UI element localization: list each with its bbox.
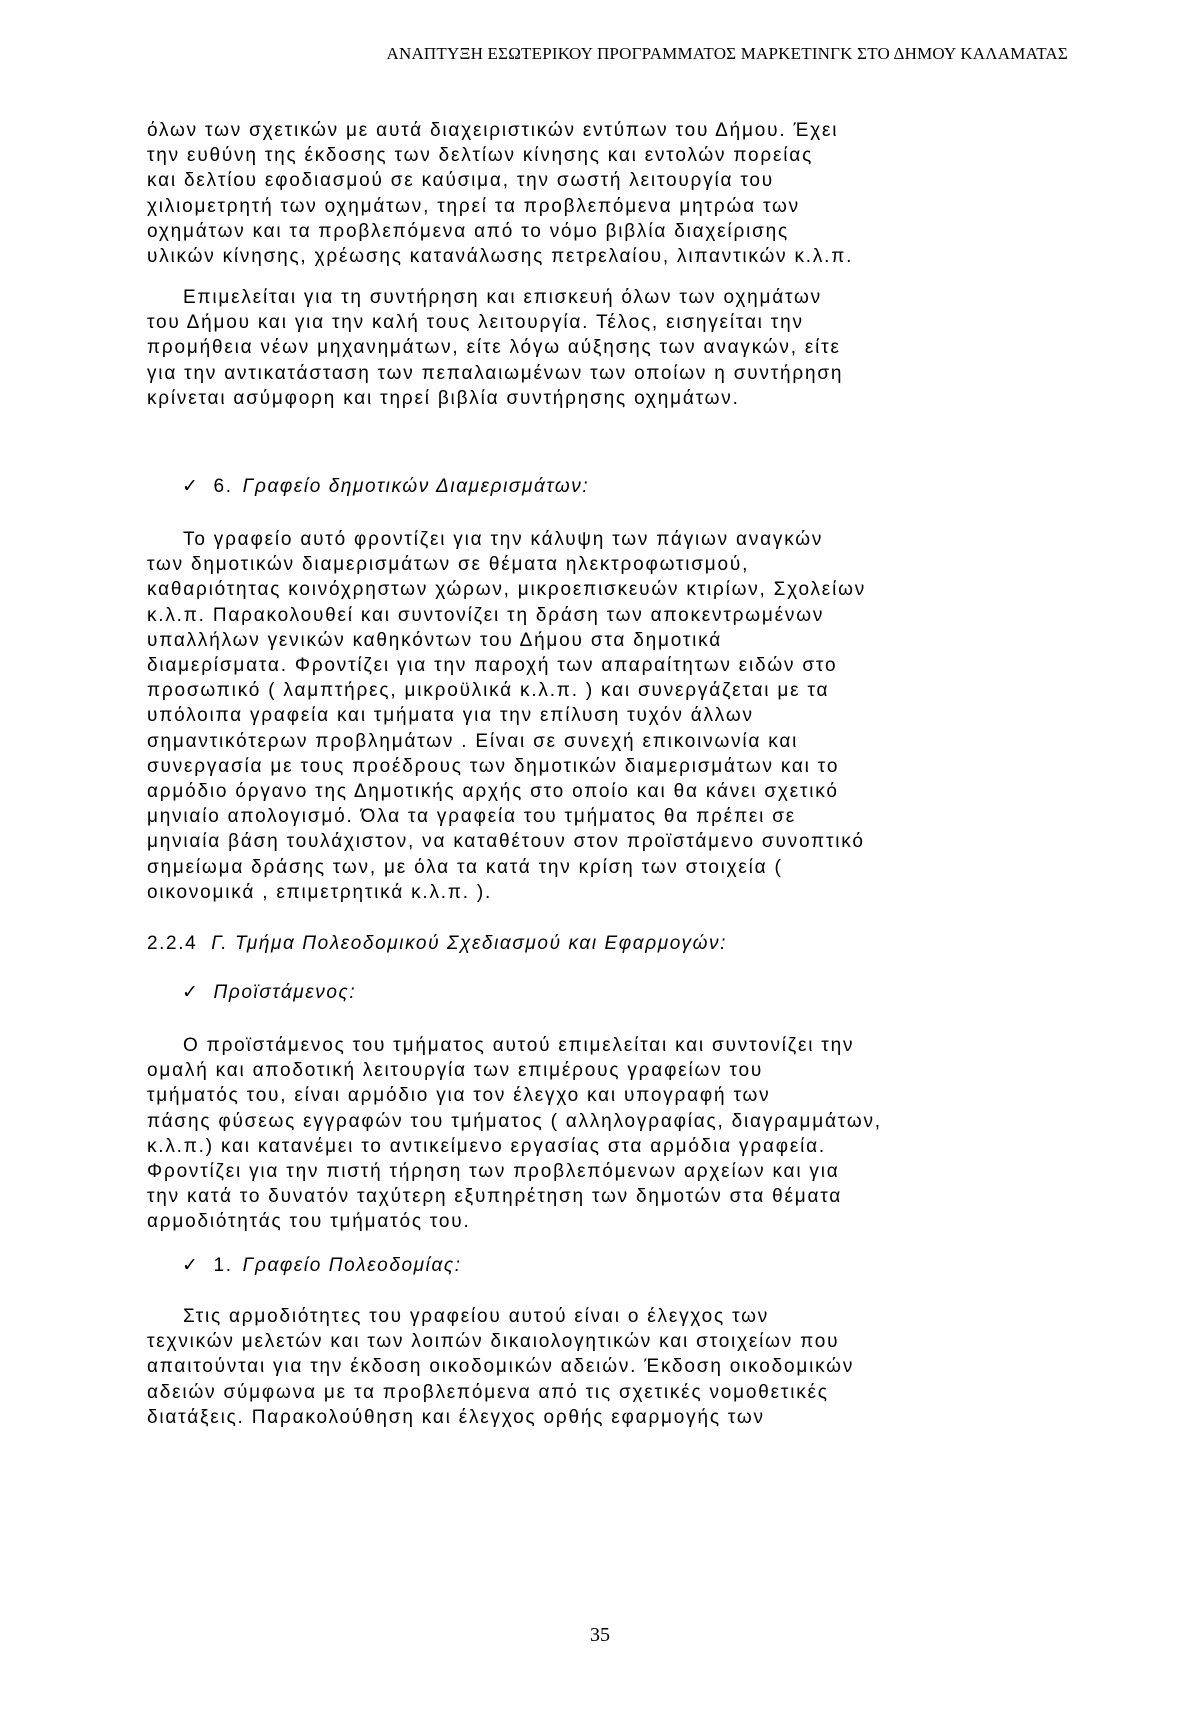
text-line: συνεργασία με τους προέδρους των δημοτικών διαμερισμάτων και το	[147, 755, 840, 777]
text-line: για την αντικατάσταση των πεπαλαιωμένων των οποίων η συντήρηση	[147, 362, 844, 384]
paragraph-districts-office	[147, 527, 1047, 905]
text-line: αρμόδιο όργανο της Δημοτικής αρχής στο οποίο και θα κάνει σχετικό	[147, 781, 839, 803]
running-header: ΑΝΑΠΤΥΞΗ ΕΣΩΤΕΡΙΚΟΥ ΠΡΟΓΡΑΜΜΑΤΟΣ ΜΑΡΚΕΤΙΝΓΚ ΣΤΟ ΔΗΜΟΥ ΚΑΛΑΜΑΤΑΣ	[386, 44, 1068, 63]
text-line: όλων των σχετικών με αυτά διαχειριστικών εντύπων του Δήμου. Έχει	[147, 120, 839, 141]
text-line: την ευθύνη της έκδοσης των δελτίων κίνησης και εντολών πορείας	[147, 145, 814, 167]
text-line: σημαντικότερων προβλημάτων . Είναι σε συνεχή επικοινωνία και	[147, 730, 799, 752]
checkmark-icon: ✓	[182, 476, 200, 497]
text-line: μηνιαία βάση τουλάχιστον, να καταθέτουν στον προϊστάμενο συνοπτικό	[147, 831, 865, 853]
page-number: 35	[590, 1624, 610, 1646]
text-line: Φροντίζει για την πιστή τήρηση των προβλεπόμενων αρχείων και για	[147, 1161, 840, 1183]
text-line: υπόλοιπα γραφεία και τμήματα για την επίλυση τυχόν άλλων	[147, 705, 754, 727]
text-line: Στις αρμοδιότητες του γραφείου αυτού είναι ο έλεγχος των	[183, 1306, 770, 1327]
text-line: διαμερίσματα. Φροντίζει για την παροχή των απαραίτητων ειδών στο	[147, 655, 838, 677]
text-line: Ο προϊστάμενος του τμήματος αυτού επιμελείται και συντονίζει την	[183, 1035, 855, 1056]
heading-head-of-department	[182, 981, 356, 1004]
paragraph-vehicles-records	[147, 118, 1047, 269]
heading-title: Προϊστάμενος:	[213, 982, 357, 1003]
text-line: διατάξεις. Παρακολούθηση και έλεγχος ορθής εφαρμογής των	[147, 1406, 765, 1428]
text-line: καθαριότητας κοινόχρηστων χώρων, μικροεπισκευών κτιρίων, Σχολείων	[147, 579, 867, 601]
text-line: κ.λ.π. Παρακολουθεί και συντονίζει τη δράση των αποκεντρωμένων	[147, 604, 825, 626]
text-line: των δημοτικών διαμερισμάτων σε θέματα ηλεκτροφωτισμού,	[147, 554, 750, 576]
text-line: προσωπικό ( λαμπτήρες, μικροϋλικά κ.λ.π. ) και συνεργάζεται με τα	[147, 680, 830, 702]
text-line: προμήθεια νέων μηχανημάτων, είτε λόγω αύξησης των αναγκών, είτε	[147, 337, 841, 359]
text-line: την κατά το δυνατόν ταχύτερη εξυπηρέτηση των δημοτών στα θέματα	[147, 1186, 843, 1208]
text-line: αδειών σύμφωνα με τα προβλεπόμενα από τις σχετικές νομοθετικές	[147, 1381, 829, 1403]
text-line: οικονομικά , επιμετρητικά κ.λ.π. ).	[147, 881, 493, 903]
heading-office-urban-planning	[182, 1254, 462, 1277]
checkmark-icon: ✓	[182, 1255, 200, 1276]
text-line: Το γραφείο αυτό φροντίζει για την κάλυψη των πάγιων αναγκών	[183, 529, 824, 550]
text-line: υπαλλήλων γενικών καθηκόντων του Δήμου στα δημοτικά	[147, 629, 723, 651]
heading-title: Γραφείο Πολεοδομίας:	[242, 1255, 462, 1276]
paragraph-vehicles-maintenance	[147, 285, 1047, 411]
text-line: απαιτούνται για την έκδοση οικοδομικών αδειών. Έκδοση οικοδομικών	[147, 1356, 855, 1378]
heading-number: 1.	[213, 1255, 233, 1276]
text-line: Επιμελείται για τη συντήρηση και επισκευή όλων των οχημάτων	[183, 287, 822, 308]
checkmark-icon: ✓	[182, 982, 200, 1003]
text-line: του Δήμου και για την καλή τους λειτουργία. Τέλος, εισηγείται την	[147, 312, 804, 334]
heading-title: Γραφείο δημοτικών Διαμερισμάτων:	[242, 476, 590, 497]
text-line: υλικών κίνησης, χρέωσης κατανάλωσης πετρελαίου, λιπαντικών κ.λ.π.	[147, 246, 854, 268]
text-line: ομαλή και αποδοτική λειτουργία των επιμέρους γραφείων του	[147, 1060, 764, 1082]
text-line: αρμοδιότητάς του τμήματός του.	[147, 1211, 471, 1233]
text-line: χιλιομετρητή των οχημάτων, τηρεί τα προβλεπόμενα μητρώα των	[147, 195, 800, 217]
text-line: οχημάτων και τα προβλεπόμενα από το νόμο βιβλία διαχείρισης	[147, 220, 789, 242]
section-number: 2.2.4	[147, 933, 198, 954]
text-line: πάσης φύσεως εγγραφών του τμήματος ( αλληλογραφίας, διαγραμμάτων,	[147, 1110, 882, 1132]
paragraph-urban-planning-office	[147, 1304, 1047, 1430]
text-line: κ.λ.π.) και κατανέμει το αντικείμενο εργασίας στα αρμόδια γραφεία.	[147, 1135, 827, 1157]
section-title: Γ. Τμήμα Πολεοδομικού Σχεδιασμού και Εφαρμογών:	[211, 933, 728, 954]
text-line: και δελτίου εφοδιασμού σε καύσιμα, την σωστή λειτουργία του	[147, 170, 774, 192]
heading-section-planning	[147, 933, 727, 955]
text-line: σημείωμα δράσης των, με όλα τα κατά την κρίση των στοιχεία (	[147, 856, 783, 878]
text-line: μηνιαίο απολογισμό. Όλα τα γραφεία του τμήματος θα πρέπει σε	[147, 806, 797, 828]
heading-number: 6.	[213, 476, 233, 497]
text-line: κρίνεται ασύμφορη και τηρεί βιβλία συντήρησης οχημάτων.	[147, 387, 740, 409]
text-line: τεχνικών μελετών και των λοιπών δικαιολογητικών και στοιχείων που	[147, 1331, 840, 1353]
paragraph-head-duties	[147, 1033, 1047, 1235]
text-line: τμήματός του, είναι αρμόδιο για τον έλεγχο και υπογραφή των	[147, 1085, 771, 1107]
heading-office-districts	[182, 475, 589, 498]
